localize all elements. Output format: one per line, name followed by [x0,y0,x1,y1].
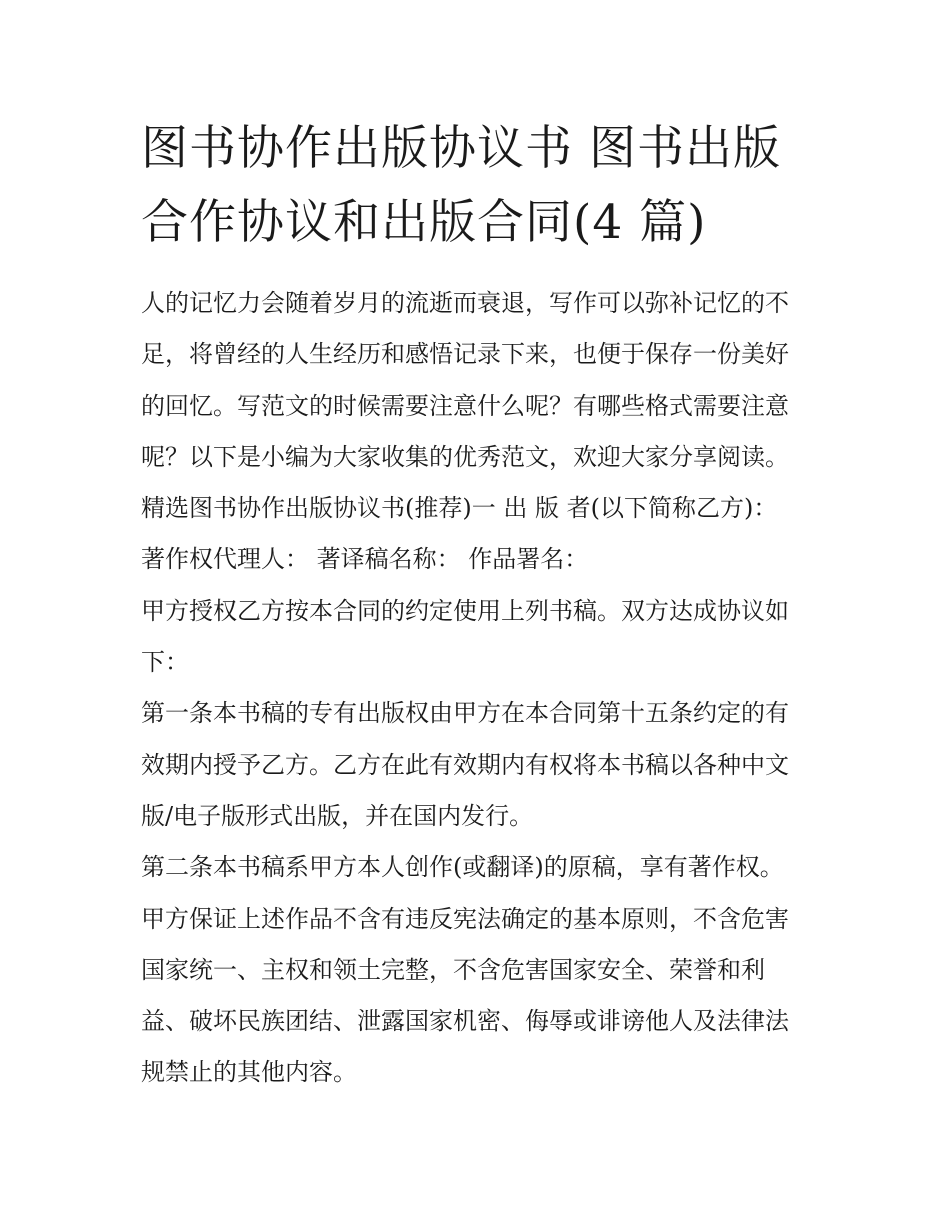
body-line: 益、破坏民族团结、泄露国家机密、侮辱或诽谤他人及法律法 [141,1007,789,1036]
body-line: 甲方保证上述作品不含有违反宪法确定的基本原则，不含危害 [141,904,789,933]
body-line: 足，将曾经的人生经历和感悟记录下来，也便于保存一份美好 [141,340,789,369]
body-line: 第一条本书稿的专有出版权由甲方在本合同第十五条约定的有 [141,699,789,728]
body-line: 著作权代理人： 著译稿名称： 作品署名： [141,545,589,574]
body-line: 的回忆。写范文的时候需要注意什么呢？有哪些格式需要注意 [141,391,789,420]
body-line: 人的记忆力会随着岁月的流逝而衰退，写作可以弥补记忆的不 [141,289,789,317]
document-body [141,278,816,1099]
body-line: 第二条本书稿系甲方本人创作(或翻译)的原稿，享有著作权。 [141,853,784,882]
title-line: 图书协作出版协议书 图书出版 [141,121,781,176]
body-line: 规禁止的其他内容。 [141,1058,357,1087]
document-page [141,112,816,1099]
title-line: 合作协议和出版合同(4 篇) [141,195,707,250]
body-line: 国家统一、主权和领土完整，不含危害国家安全、荣誉和利 [141,955,765,984]
body-line: 效期内授予乙方。乙方在此有效期内有权将本书稿以各种中文 [141,750,789,779]
body-line: 精选图书协作出版协议书(推荐)一 出 版 者(以下简称乙方)： [141,494,778,523]
body-line: 下： [141,648,189,677]
body-line: 甲方授权乙方按本合同的约定使用上列书稿。双方达成协议如 [141,596,789,625]
body-line: 版/电子版形式出版，并在国内发行。 [141,801,534,830]
body-line: 呢？以下是小编为大家收集的优秀范文，欢迎大家分享阅读。 [141,442,789,471]
document-title [141,112,816,260]
